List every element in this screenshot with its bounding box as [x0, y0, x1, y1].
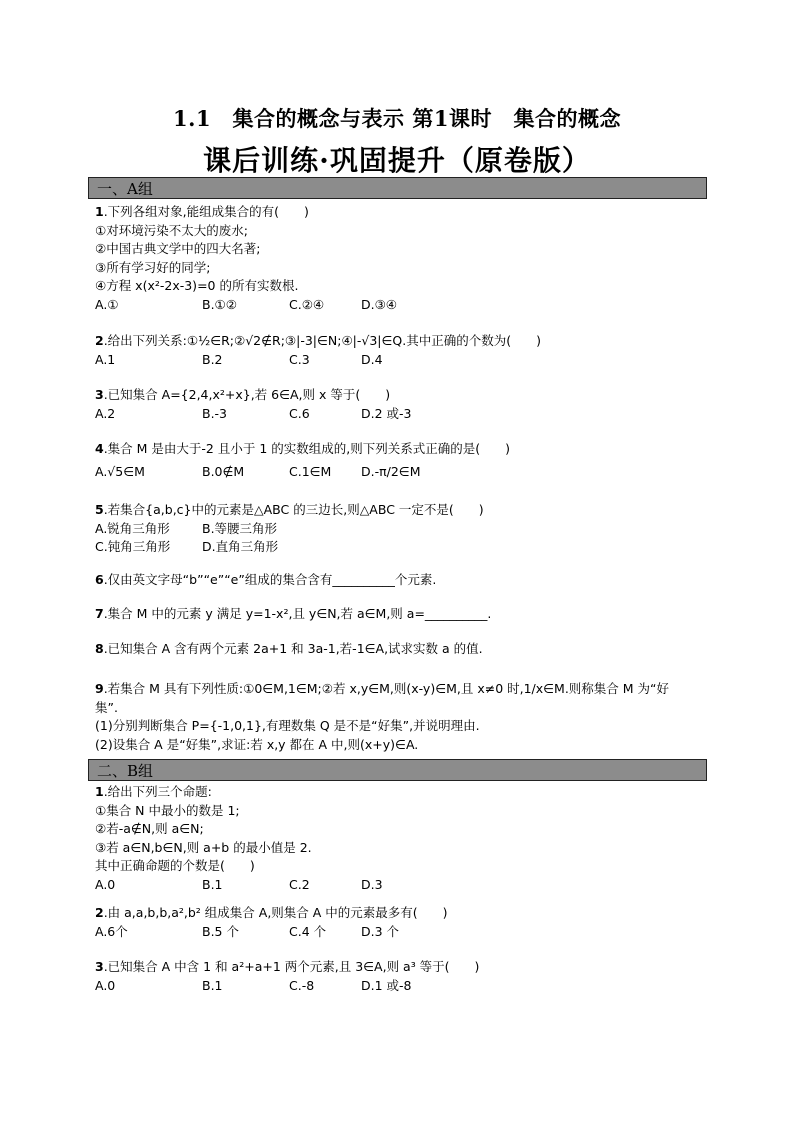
a-question-8 — [95, 640, 710, 659]
b-question-1 — [95, 783, 710, 895]
option-a: A.0 — [95, 977, 116, 993]
a-q1-item: ③所有学习好的同学; — [95, 259, 211, 275]
a-question-7 — [95, 605, 710, 624]
b-q1-item: ①集合 N 中最小的数是 1; — [95, 802, 240, 818]
a-q4-options — [95, 463, 710, 482]
a-q2-stem: .给出下列关系:①½∈R;②√2∉R;③|-3|∈N;④|-√3|∈Q.其中正确的个数为( ) — [103, 333, 541, 348]
a-q6-number: 6 — [95, 572, 104, 587]
option-d: D.3 个 — [361, 923, 400, 939]
option-c: C.4 个 — [289, 923, 327, 939]
option-d: D.2 或-3 — [361, 405, 412, 421]
option-b: B.0∉M — [202, 463, 245, 479]
option-a: A.2 — [95, 405, 116, 421]
option-a: A.锐角三角形 — [95, 520, 170, 536]
a-q9-number: 9 — [95, 681, 104, 696]
option-d: D.3 — [361, 876, 383, 892]
a-q1-stem: .下列各组对象,能组成集合的有( ) — [103, 204, 309, 219]
a-q5-stem: .若集合{a,b,c}中的元素是△ABC 的三边长,则△ABC 一定不是( ) — [103, 502, 484, 517]
option-d: D.③④ — [361, 296, 398, 312]
option-c: C.-8 — [289, 977, 315, 993]
a-q8-number: 8 — [95, 641, 104, 656]
b-q1-question: 其中正确命题的个数是( ) — [95, 858, 255, 874]
b-q2-number: 2 — [95, 905, 104, 920]
a-q4-stem: .集合 M 是由大于-2 且小于 1 的实数组成的,则下列关系式正确的是( ) — [103, 441, 510, 456]
option-c: C.6 — [289, 405, 310, 421]
a-q2-options — [95, 351, 710, 370]
a-q4-number: 4 — [95, 441, 104, 456]
a-q5-options-row-2 — [95, 538, 710, 557]
a-q9-stem: .若集合 M 具有下列性质:①0∈M,1∈M;②若 x,y∈M,则(x-y)∈M,且 x≠0 时,1/x∈M.则称集合 M 为“好 — [103, 681, 670, 696]
option-a: A.√5∈M — [95, 463, 145, 479]
a-q6-stem: .仅由英文字母“b”“e”“e”组成的集合含有__________个元素. — [103, 572, 437, 587]
option-c: C.2 — [289, 876, 310, 892]
option-d: D.-π/2∈M — [361, 463, 421, 479]
a-question-9 — [95, 680, 710, 754]
a-q9-part-2: (2)设集合 A 是“好集”,求证:若 x,y 都在 A 中,则(x+y)∈A. — [95, 736, 419, 752]
a-question-4 — [95, 440, 710, 481]
b-q1-item: ②若-a∉N,则 a∈N; — [95, 821, 204, 837]
section-b-header: 二、B组 — [88, 759, 707, 781]
a-q1-item: ②中国古典文学中的四大名著; — [95, 241, 261, 257]
worksheet-subtitle: 课后训练·巩固提升（原卷版） — [203, 144, 591, 177]
a-q7-number: 7 — [95, 606, 104, 621]
option-a: A.1 — [95, 351, 116, 367]
option-d: D.直角三角形 — [202, 539, 279, 555]
option-a: A.① — [95, 296, 119, 312]
option-b: B.-3 — [202, 405, 228, 421]
option-b: B.1 — [202, 977, 223, 993]
option-b: B.2 — [202, 351, 223, 367]
a-q5-options-row-1 — [95, 520, 710, 539]
a-q9-stem-continued: 集”. — [95, 699, 118, 715]
option-b: B.1 — [202, 876, 223, 892]
b-question-2 — [95, 904, 710, 941]
b-question-3 — [95, 958, 710, 995]
a-question-2 — [95, 332, 710, 369]
a-question-5 — [95, 501, 710, 557]
option-c: C.②④ — [289, 296, 325, 312]
b-q1-number: 1 — [95, 784, 104, 799]
option-a: A.6个 — [95, 923, 128, 939]
option-b: B.①② — [202, 296, 237, 312]
option-c: C.1∈M — [289, 463, 332, 479]
b-q1-item: ③若 a∈N,b∈N,则 a+b 的最小值是 2. — [95, 839, 312, 855]
option-b: B.5 个 — [202, 923, 239, 939]
a-q7-stem: .集合 M 中的元素 y 满足 y=1-x²,且 y∈N,若 a∈M,则 a=__________. — [103, 606, 492, 621]
option-b: B.等腰三角形 — [202, 520, 278, 536]
b-q3-number: 3 — [95, 959, 104, 974]
a-q1-number: 1 — [95, 204, 104, 219]
section-a-header: 一、A组 — [88, 177, 707, 199]
a-q3-number: 3 — [95, 387, 104, 402]
lesson-title: 1.1 集合的概念与表示 第1课时 集合的概念 — [173, 106, 621, 131]
a-q1-item: ①对环境污染不太大的废水; — [95, 222, 248, 238]
a-q2-number: 2 — [95, 333, 104, 348]
b-q3-stem: .已知集合 A 中含 1 和 a²+a+1 两个元素,且 3∈A,则 a³ 等于( ) — [103, 959, 480, 974]
b-q1-options — [95, 876, 710, 895]
b-q2-options — [95, 923, 710, 942]
option-a: A.0 — [95, 876, 116, 892]
b-q3-options — [95, 977, 710, 996]
option-c: C.钝角三角形 — [95, 539, 171, 555]
a-q9-part-1: (1)分别判断集合 P={-1,0,1},有理数集 Q 是不是“好集”,并说明理由. — [95, 718, 480, 734]
b-q2-stem: .由 a,a,b,b,a²,b² 组成集合 A,则集合 A 中的元素最多有( ) — [103, 905, 448, 920]
a-question-6 — [95, 571, 710, 590]
a-q3-options — [95, 405, 710, 424]
option-d: D.1 或-8 — [361, 977, 412, 993]
a-question-3 — [95, 386, 710, 423]
a-q1-options — [95, 296, 710, 315]
a-q3-stem: .已知集合 A={2,4,x²+x},若 6∈A,则 x 等于( ) — [103, 387, 391, 402]
option-d: D.4 — [361, 351, 383, 367]
option-c: C.3 — [289, 351, 310, 367]
a-q8-stem: .已知集合 A 含有两个元素 2a+1 和 3a-1,若-1∈A,试求实数 a 的值. — [103, 641, 483, 656]
a-q1-item: ④方程 x(x²-2x-3)=0 的所有实数根. — [95, 278, 299, 294]
a-question-1 — [95, 203, 710, 315]
b-q1-stem: .给出下列三个命题: — [103, 784, 212, 799]
a-q5-number: 5 — [95, 502, 104, 517]
